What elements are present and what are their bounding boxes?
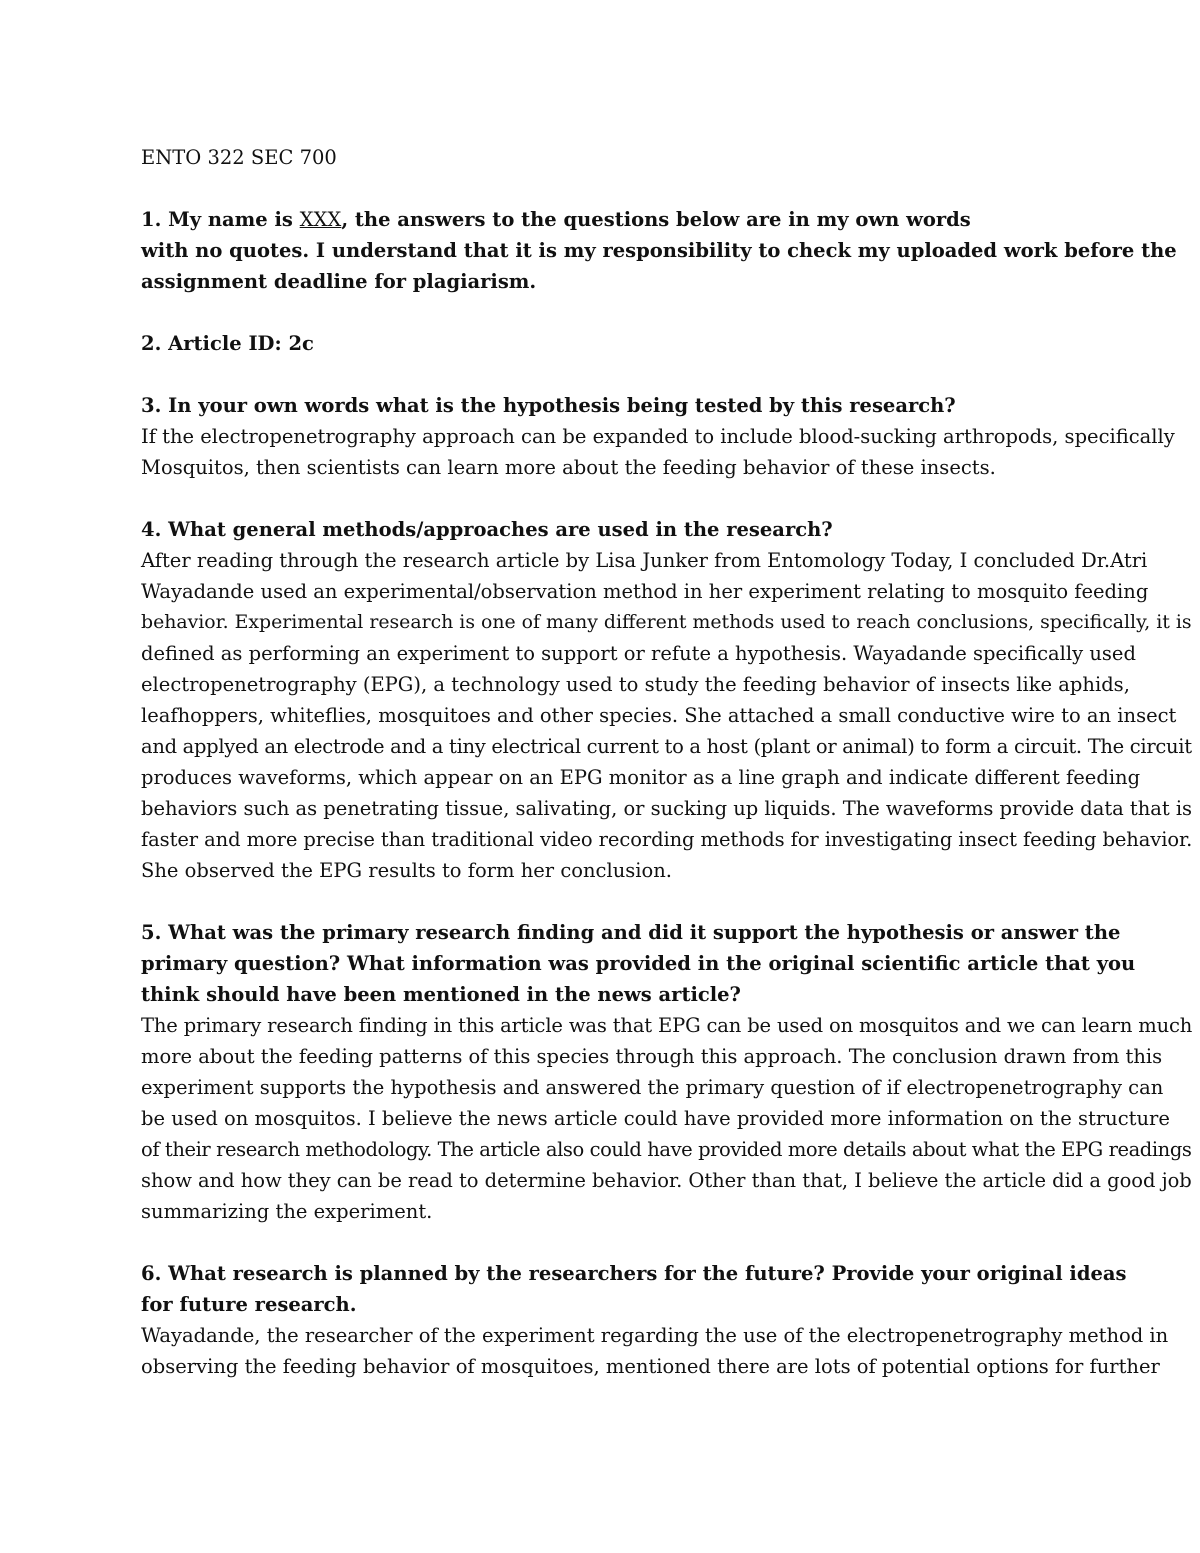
answer-4-line: Wayadande used an experimental/observation method in her experiment relating to mosquito feeding — [141, 580, 1149, 603]
answer-6-line: Wayadande, the researcher of the experiment regarding the use of the electropenetrography method in — [141, 1324, 1169, 1347]
question-2 — [141, 328, 1186, 359]
answer-5-line: summarizing the experiment. — [141, 1200, 433, 1223]
answer-5-line: The primary research finding in this article was that EPG can be used on mosquitos and we can learn much — [141, 1014, 1193, 1037]
question-1-prefix: 1. My name is — [141, 208, 300, 231]
question-6-line: for future research. — [141, 1293, 357, 1316]
answer-5-line: be used on mosquitos. I believe the news article could have provided more information on the structure — [141, 1107, 1170, 1130]
answer-4-line: and applyed an electrode and a tiny electrical current to a host (plant or animal) to form a circuit. The circuit — [141, 735, 1192, 758]
answer-3-line: If the electropenetrography approach can be expanded to include blood-sucking arthropods, specifically — [141, 425, 1175, 448]
question-1-suffix: , the answers to the questions below are in my own words — [341, 208, 971, 231]
question-6 — [141, 1258, 1186, 1382]
question-1-line-1 — [141, 204, 1186, 235]
question-5-line: think should have been mentioned in the news article? — [141, 983, 741, 1006]
course-header — [141, 142, 1186, 173]
answer-4-line: electropenetrography (EPG), a technology used to study the feeding behavior of insects like aphids, — [141, 673, 1130, 696]
answer-4-line: defined as performing an experiment to support or refute a hypothesis. Wayadande specifically used — [141, 642, 1136, 665]
question-1-line-2: with no quotes. I understand that it is my responsibility to check my uploaded work before the — [141, 239, 1177, 262]
question-1-line-3: assignment deadline for plagiarism. — [141, 270, 537, 293]
question-4-text: 4. What general methods/approaches are used in the research? — [141, 518, 833, 541]
answer-4-line: She observed the EPG results to form her conclusion. — [141, 859, 672, 882]
question-3 — [141, 390, 1186, 483]
answer-5-line: of their research methodology. The article also could have provided more details about what the EPG readings — [141, 1138, 1192, 1161]
course-title: ENTO 322 SEC 700 — [141, 146, 337, 169]
answer-4-line: leafhoppers, whiteflies, mosquitoes and other species. She attached a small conductive wire to an insect — [141, 704, 1177, 727]
question-4 — [141, 514, 1193, 886]
answer-3-line: Mosquitos, then scientists can learn more about the feeding behavior of these insects. — [141, 456, 996, 479]
question-6-line: 6. What research is planned by the researchers for the future? Provide your original ideas — [141, 1262, 1127, 1285]
question-1 — [141, 204, 1186, 297]
answer-5-line: experiment supports the hypothesis and answered the primary question of if electropenetrography can — [141, 1076, 1164, 1099]
student-name: XXX — [299, 208, 342, 231]
article-id: 2. Article ID: 2c — [141, 332, 314, 355]
answer-6-line: observing the feeding behavior of mosquitoes, mentioned there are lots of potential options for further — [141, 1355, 1160, 1378]
question-3-text: 3. In your own words what is the hypothesis being tested by this research? — [141, 394, 956, 417]
answer-5-line: more about the feeding patterns of this species through this approach. The conclusion drawn from this — [141, 1045, 1163, 1068]
answer-5-line: show and how they can be read to determine behavior. Other than that, I believe the article did a good job — [141, 1169, 1192, 1192]
question-5-line: primary question? What information was provided in the original scientific article that you — [141, 952, 1136, 975]
answer-4-line: After reading through the research article by Lisa Junker from Entomology Today, I concluded Dr.Atri — [141, 549, 1148, 572]
answer-4-line: produces waveforms, which appear on an EPG monitor as a line graph and indicate different feeding — [141, 766, 1141, 789]
answer-4-line: faster and more precise than traditional video recording methods for investigating insect feeding behavior. — [141, 828, 1193, 851]
document-body — [141, 142, 1193, 1382]
question-5-line: 5. What was the primary research finding and did it support the hypothesis or answer the — [141, 921, 1121, 944]
answer-4-line: behavior. Experimental research is one of many different methods used to reach conclusions, specifically, it is — [141, 611, 1192, 633]
answer-4-line: behaviors such as penetrating tissue, salivating, or sucking up liquids. The waveforms provide data that is — [141, 797, 1193, 820]
question-5 — [141, 917, 1193, 1227]
